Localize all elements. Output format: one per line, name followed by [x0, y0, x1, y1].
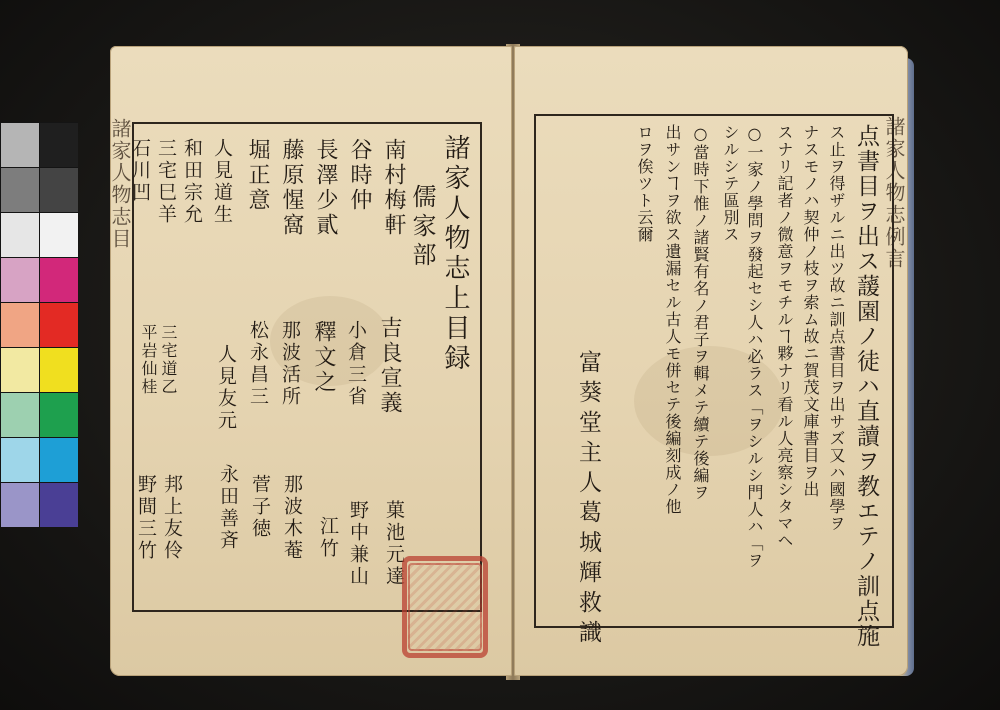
preface-line: ○一家ノ學問ヲ發起セシ人ハ必ラス「ヲシルシ門人ハ「ヲ: [745, 124, 764, 569]
color-swatch: [1, 168, 39, 212]
color-swatch: [1, 258, 39, 302]
entry-name: 小倉三省: [345, 320, 367, 408]
entry-name: 三宅道乙: [159, 324, 178, 396]
preface-line: スナリ記者ノ微意ヲモチルヿ夥ナリ看ル人亮察シタマヘ: [775, 124, 794, 549]
right-page-frame: [534, 114, 894, 650]
entry-name: 堀正意: [245, 138, 270, 213]
preface-line: 出サンヿヲ欲ス遺漏セル古人モ併セテ後編刻成ノ他: [663, 124, 682, 515]
color-swatch: [40, 168, 78, 212]
preface-line: ナスモノハ契仲ノ枝ヲ索ム故ニ賀茂文庫書目ヲ出: [801, 124, 820, 498]
left-page-frame: [129, 122, 482, 612]
color-swatch: [40, 483, 78, 527]
entry-name: 人見友元: [215, 344, 237, 432]
entry-name: 那波木菴: [281, 474, 303, 562]
section-heading: 儒家部: [408, 184, 436, 271]
preface-line: ○當時下惟ノ諸賢有名ノ君子ヲ輯メテ續テ後編ヲ: [691, 124, 710, 501]
entry-name: 野間三竹: [135, 474, 157, 562]
color-swatch: [40, 393, 78, 437]
preface-line: シルシテ區別ス: [721, 124, 740, 243]
color-swatch: [40, 348, 78, 392]
entry-name: 人見道生: [211, 138, 233, 226]
entry-name: 藤原惺窩: [279, 138, 304, 238]
entry-name: 三宅巳羊: [155, 138, 177, 226]
entry-name: 釋文之: [311, 320, 336, 395]
preface-line: 点書目ヲ出ス蘐園ノ徒ハ直讀ヲ教エテノ訓点施: [853, 124, 879, 649]
color-calibration-card: [0, 122, 78, 524]
entry-name: 江竹: [317, 516, 339, 560]
entry-name: 邦上友伶: [161, 474, 183, 562]
red-seal-stamp: [402, 556, 488, 658]
entry-name: 永田善斉: [217, 464, 239, 552]
right-margin-title: 諸家人物志例言: [882, 116, 906, 270]
entry-name: 吉良宣義: [377, 316, 402, 416]
entry-name: 野中兼山: [347, 500, 369, 588]
entry-name: 長澤少貳: [313, 138, 338, 238]
left-page: [110, 46, 512, 676]
entry-name: 菅子徳: [249, 474, 271, 540]
color-swatch: [1, 213, 39, 257]
right-page: [514, 46, 908, 676]
left-margin-title: 諸家人物志目: [108, 118, 132, 250]
color-swatch: [40, 213, 78, 257]
entry-name: 和田宗允: [181, 138, 203, 226]
entry-name: 那波活所: [279, 320, 301, 408]
entry-name: 平岩仙桂: [139, 324, 158, 396]
entry-name: 谷時仲: [347, 138, 372, 213]
color-swatch: [40, 258, 78, 302]
preface-line: ス止ヲ得ザルニ出ツ故ニ訓点書目ヲ出サズ又ハ國學ヲ: [827, 124, 846, 532]
color-swatch: [1, 483, 39, 527]
preface-line: ロヲ俟ツト云爾: [635, 124, 654, 243]
open-book: [102, 40, 914, 680]
color-swatch: [1, 438, 39, 482]
catalog-title: 諸家人物志上目録: [440, 134, 470, 374]
color-swatch: [1, 303, 39, 347]
color-swatch: [40, 303, 78, 347]
entry-name: 菓池元達: [383, 500, 405, 588]
entry-name: 松永昌三: [247, 320, 269, 408]
color-swatch: [40, 123, 78, 167]
color-swatch: [1, 348, 39, 392]
entry-name: 石川凹: [129, 138, 151, 204]
color-swatch: [1, 393, 39, 437]
signature: 富葵堂主人葛城輝救識: [575, 350, 601, 650]
color-swatch: [1, 123, 39, 167]
color-swatch: [40, 438, 78, 482]
entry-name: 南村梅軒: [381, 138, 406, 238]
